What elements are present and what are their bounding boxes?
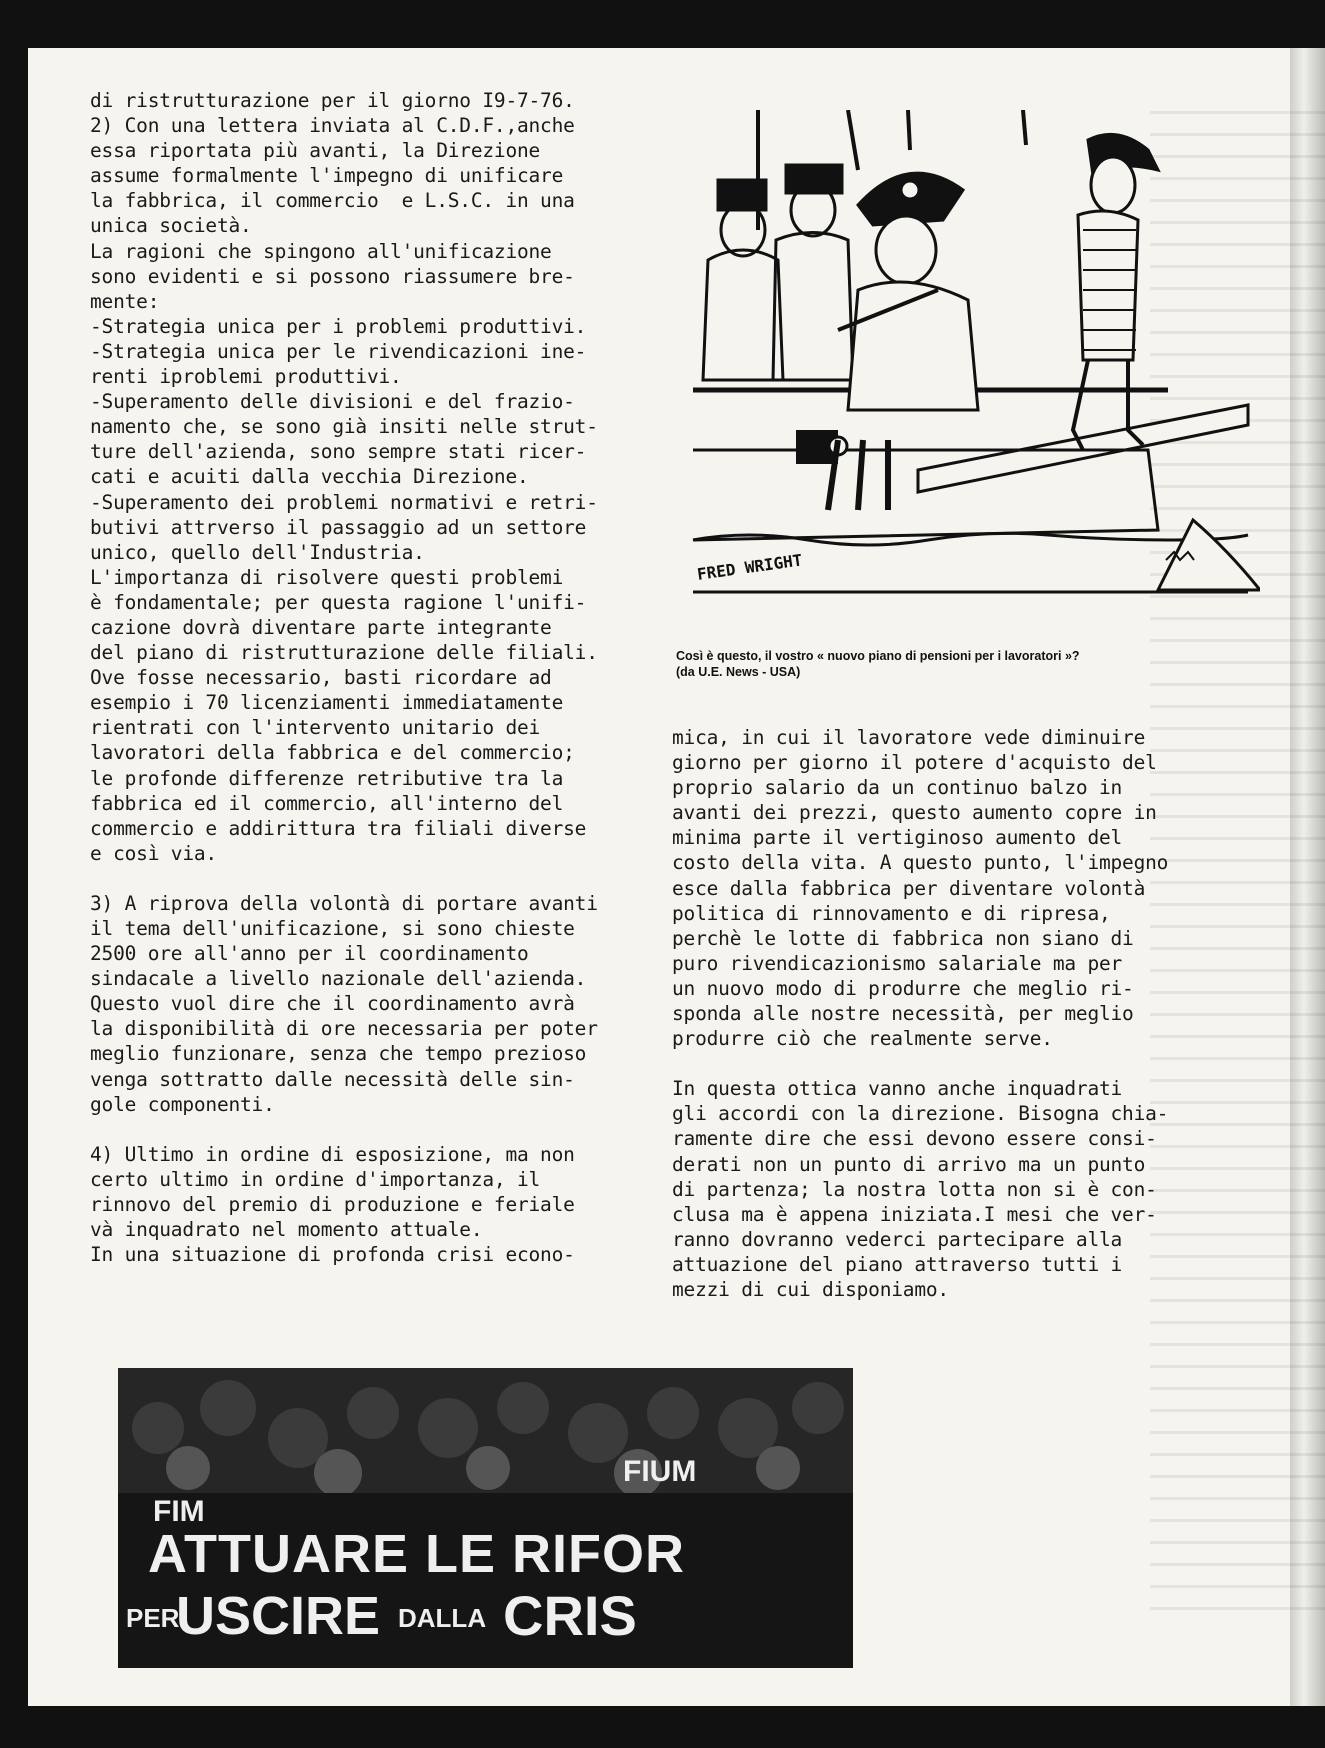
text-line bbox=[90, 866, 690, 891]
text-line: sindacale a livello nazionale dell'azienda. bbox=[90, 967, 587, 991]
text-line: gole componenti. bbox=[90, 1092, 275, 1116]
banner-fim: FIM bbox=[153, 1495, 205, 1528]
right-text-column bbox=[672, 725, 1252, 1302]
banner-uscire: USCIRE bbox=[176, 1586, 381, 1646]
left-text-column bbox=[90, 88, 690, 1267]
cartoon-caption bbox=[676, 648, 1236, 680]
text-line: costo della vita. A questo punto, l'impegno bbox=[672, 851, 1169, 875]
cartoon-signature: FRED WRIGHT bbox=[695, 550, 804, 584]
text-line: la disponibilità di ore necessaria per poter bbox=[90, 1017, 598, 1041]
text-line: assume formalmente l'impegno di unificare bbox=[90, 164, 564, 188]
caption-line-1: Così è questo, il vostro « nuovo piano di pensioni per i lavoratori »? bbox=[676, 649, 1080, 663]
text-line: In una situazione di profonda crisi econo- bbox=[90, 1243, 575, 1267]
text-line: e così via. bbox=[90, 841, 217, 865]
text-line: -Superamento delle divisioni e del frazio- bbox=[90, 390, 575, 414]
text-line: Questo vuol dire che il coordinamento avrà bbox=[90, 992, 575, 1016]
text-line: politica di rinnovamento e di ripresa, bbox=[672, 901, 1111, 925]
text-line: la fabbrica, il commercio e L.S.C. in una bbox=[90, 189, 575, 213]
protest-photo bbox=[118, 1368, 853, 1668]
text-line: L'importanza di risolvere questi problemi bbox=[90, 565, 564, 589]
text-line: 3) A riprova della volontà di portare avanti bbox=[90, 891, 598, 915]
text-line: certo ultimo in ordine d'importanza, il bbox=[90, 1167, 541, 1191]
banner-dalla: DALLA bbox=[398, 1603, 487, 1633]
text-line: attuazione del piano attraverso tutti i bbox=[672, 1252, 1123, 1276]
banner-fium: FIUM bbox=[623, 1455, 697, 1488]
text-line: -Strategia unica per le rivendicazioni ine- bbox=[90, 339, 587, 363]
text-line: mezzi di cui disponiamo. bbox=[672, 1277, 949, 1301]
text-line: unico, quello dell'Industria. bbox=[90, 540, 425, 564]
text-line: unica società. bbox=[90, 214, 252, 238]
text-line: esce dalla fabbrica per diventare volontà bbox=[672, 876, 1146, 900]
text-line: derati non un punto di arrivo ma un punto bbox=[672, 1152, 1146, 1176]
banner-per: PER bbox=[126, 1603, 180, 1633]
text-line bbox=[90, 1117, 690, 1142]
text-line: rientrati con l'intervento unitario dei bbox=[90, 716, 541, 740]
text-line: avanti dei prezzi, questo aumento copre in bbox=[672, 801, 1157, 825]
text-line: produrre ciò che realmente serve. bbox=[672, 1027, 1053, 1051]
text-line: puro rivendicazionismo salariale ma per bbox=[672, 951, 1123, 975]
text-line: -Superamento dei problemi normativi e retri- bbox=[90, 490, 598, 514]
text-line: cati e acuiti dalla vecchia Direzione. bbox=[90, 465, 529, 489]
text-line: essa riportata più avanti, la Direzione bbox=[90, 139, 541, 163]
protest-banner bbox=[118, 1455, 853, 1668]
text-line: clusa ma è appena iniziata.I mesi che ver- bbox=[672, 1202, 1157, 1226]
text-line: le profonde differenze retributive tra la bbox=[90, 766, 564, 790]
pirate-cartoon-illustration bbox=[688, 110, 1260, 640]
text-line: di partenza; la nostra lotta non si è con- bbox=[672, 1177, 1157, 1201]
banner-line-1: ATTUARE LE RIFOR bbox=[148, 1524, 685, 1584]
text-line: giorno per giorno il potere d'acquisto del bbox=[672, 751, 1157, 775]
text-line: 2) Con una lettera inviata al C.D.F.,anche bbox=[90, 114, 575, 138]
text-line: và inquadrato nel momento attuale. bbox=[90, 1218, 483, 1242]
text-line: mica, in cui il lavoratore vede diminuire bbox=[672, 726, 1146, 749]
text-line: ture dell'azienda, sono sempre stati ricer- bbox=[90, 440, 587, 464]
text-line: proprio salario da un continuo balzo in bbox=[672, 776, 1123, 800]
text-line: In questa ottica vanno anche inquadrati bbox=[672, 1077, 1123, 1101]
text-line: 2500 ore all'anno per il coordinamento bbox=[90, 942, 529, 966]
text-line: ranno dovranno vederci partecipare alla bbox=[672, 1227, 1123, 1251]
caption-line-2: (da U.E. News - USA) bbox=[676, 665, 801, 679]
text-line: renti iproblemi produttivi. bbox=[90, 365, 402, 389]
text-line: -Strategia unica per i problemi produttivi. bbox=[90, 314, 587, 338]
text-line: gli accordi con la direzione. Bisogna chia- bbox=[672, 1102, 1169, 1126]
text-line: perchè le lotte di fabbrica non siano di bbox=[672, 926, 1134, 950]
text-line: un nuovo modo di produrre che meglio ri- bbox=[672, 976, 1134, 1000]
text-line: cazione dovrà diventare parte integrante bbox=[90, 615, 552, 639]
text-line bbox=[672, 1051, 1252, 1076]
text-line: sponda alle nostre necessità, per meglio bbox=[672, 1002, 1134, 1026]
text-line: fabbrica ed il commercio, all'interno del bbox=[90, 791, 564, 815]
text-line: mente: bbox=[90, 289, 160, 313]
text-line: esempio i 70 licenziamenti immediatamente bbox=[90, 691, 564, 715]
text-line: del piano di ristrutturazione delle filiali. bbox=[90, 641, 598, 665]
text-line: minima parte il vertiginoso aumento del bbox=[672, 826, 1123, 850]
text-line: di ristrutturazione per il giorno I9-7-76. bbox=[90, 89, 575, 112]
text-line: rinnovo del premio di produzione e feriale bbox=[90, 1192, 575, 1216]
text-line: è fondamentale; per questa ragione l'unifi- bbox=[90, 590, 587, 614]
text-line: La ragioni che spingono all'unificazione bbox=[90, 239, 552, 263]
text-line: commercio e addirittura tra filiali diverse bbox=[90, 816, 587, 840]
text-line: lavoratori della fabbrica e del commercio; bbox=[90, 741, 575, 765]
text-line: ramente dire che essi devono essere consi- bbox=[672, 1127, 1157, 1151]
text-line: Ove fosse necessario, basti ricordare ad bbox=[90, 666, 552, 690]
text-line: il tema dell'unificazione, si sono chieste bbox=[90, 917, 575, 940]
text-line: butivi attrverso il passaggio ad un settore bbox=[90, 515, 587, 539]
banner-cris: CRIS bbox=[503, 1584, 637, 1647]
text-line: meglio funzionare, senza che tempo prezioso bbox=[90, 1042, 587, 1066]
text-line: namento che, se sono già insiti nelle strut- bbox=[90, 415, 598, 439]
text-line: sono evidenti e si possono riassumere bre- bbox=[90, 264, 575, 288]
text-line: venga sottratto dalle necessità delle sin- bbox=[90, 1067, 575, 1091]
text-line: 4) Ultimo in ordine di esposizione, ma non bbox=[90, 1142, 575, 1166]
cartoon-drawing bbox=[688, 110, 1260, 640]
